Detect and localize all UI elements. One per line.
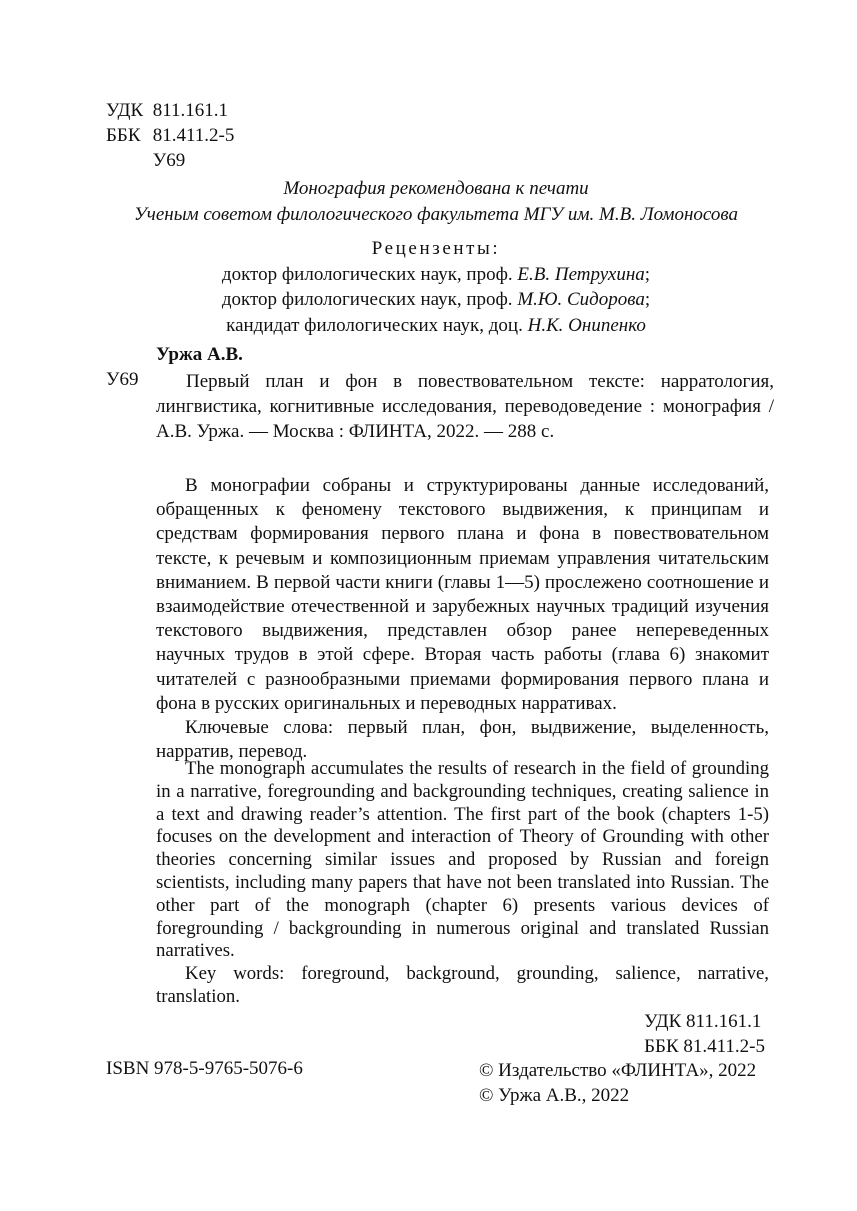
reviewer-name: М.Ю. Сидорова: [517, 289, 645, 310]
abstract-ru-paragraph: В монографии собраны и структурированы данные исследований, обращенных к феномену текстового выдвижения, к принципам и средствам формирования первого плана и фона в повествовательном тексте, к речевым и композиционным приемам управления читательским вниманием. В первой части книги (главы 1—5) прослежено соотношение и взаимодействие отечественной и зарубежных научных традиций изучения текстового выдвижения, представлен обзор ранее непереведенных научных трудов в этой сфере. Вторая часть работы (глава 6) знакомит читателей с разнообразными приемами формирования первого плана и фона в русских оригинальных и переводных нарративах.: [156, 475, 769, 714]
cipher-row: [106, 148, 234, 173]
abstract-russian: [156, 474, 769, 764]
reviewer-title: кандидат филологических наук, доц.: [226, 314, 523, 336]
reviewer-punct: ;: [644, 289, 651, 310]
reviewers: [106, 236, 766, 338]
isbn: ISBN 978-5-9765-5076-6: [106, 1058, 303, 1079]
reviewer-name: Н.К. Онипенко: [527, 314, 646, 336]
recommendation-line-1: Монография рекомендована к печати: [283, 178, 589, 199]
reviewer-3: [106, 313, 766, 339]
recommendation: [106, 176, 766, 228]
bbk-value: 81.411.2-5: [152, 125, 235, 146]
bbk-row: [106, 123, 234, 148]
reviewer-title: доктор филологических наук, проф.: [221, 263, 513, 285]
bibliography-author: Уржа А.В.: [156, 344, 243, 365]
reviewers-heading: Рецензенты:: [371, 238, 501, 259]
copyright-publisher: © Издательство «ФЛИНТА», 2022: [479, 1060, 757, 1081]
bottom-bbk: ББК 81.411.2-5: [644, 1036, 765, 1057]
reviewer-1: [106, 262, 766, 288]
abstract-english: [156, 758, 769, 1009]
abstract-en-paragraph: The monograph accumulates the results of research in the field of grounding in a narrative, foregrounding and backgrounding techniques, creating salience in a text and drawing reader’s attention. The first part of the book (chapters 1-5) focuses on the development and interaction of Theory of Grounding with other theories concerning similar issues and proposed by Russian and foreign scientists, including many papers that have not been translated into Russian. The other part of the monograph (chapter 6) presents various devices of foregrounding / backgrounding in numerous original and translated Russian narratives.: [156, 758, 769, 962]
bottom-classification: [644, 1009, 765, 1059]
author-cipher: У69: [152, 150, 186, 171]
copyright: [479, 1058, 756, 1108]
copyright-author: © Уржа А.В., 2022: [479, 1085, 630, 1106]
reviewer-title: доктор филологических наук, проф.: [221, 289, 513, 310]
reviewer-punct: ;: [644, 263, 651, 285]
bottom-udk: УДК 811.161.1: [644, 1011, 762, 1032]
udk-label: УДК: [106, 100, 144, 121]
reviewer-2: [106, 287, 766, 313]
bibliography-cipher: У69: [106, 369, 139, 390]
abstract-ru-keywords: Ключевые слова: первый план, фон, выдвижение, выделенность, нарратив, перевод.: [156, 717, 769, 763]
bbk-label: ББК: [106, 125, 141, 146]
classification-codes: [106, 98, 234, 173]
reviewer-name: Е.В. Петрухина: [517, 263, 645, 285]
bibliographic-entry: Первый план и фон в повествовательном тексте: нарратология, лингвистика, когнитивные исследования, переводоведение : монография / А.В. Уржа. — Москва : ФЛИНТА, 2022. — 288 с.: [156, 371, 774, 442]
udk-row: [106, 98, 234, 123]
abstract-en-keywords: Key words: foreground, background, grounding, salience, narrative, translation.: [156, 963, 769, 1007]
recommendation-line-2: Ученым советом филологического факультета МГУ им. М.В. Ломоносова: [133, 204, 739, 225]
udk-value: 811.161.1: [152, 100, 229, 121]
